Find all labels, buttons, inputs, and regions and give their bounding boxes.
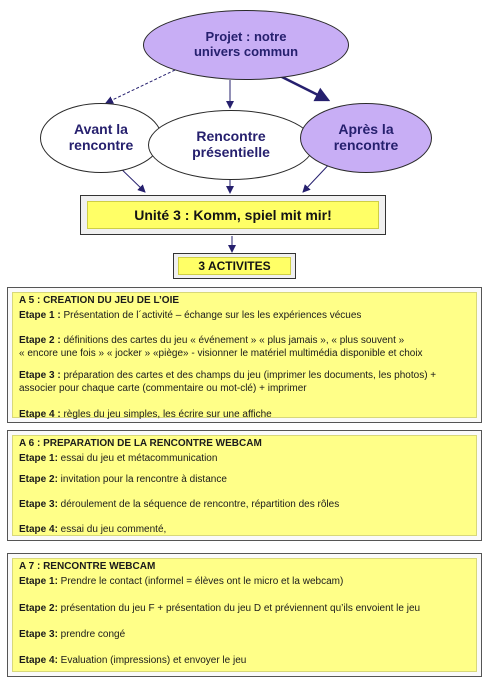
panel-body [12, 558, 477, 672]
section-title: A 6 : PREPARATION DE LA RENCONTRE WEBCAM [19, 438, 262, 449]
activity-panel-a5 [7, 287, 482, 423]
step-text: invitation pour la rencontre à distance [57, 474, 227, 485]
arrow-projet-avant [106, 70, 175, 103]
unite-box [80, 195, 386, 235]
section-title: A 7 : RENCONTRE WEBCAM [19, 561, 156, 572]
projet-label: Projet : notre univers commun [193, 29, 299, 59]
step-item [19, 498, 339, 511]
step-label: Etape 1: [19, 453, 58, 464]
step-text: préparation des cartes et des champs du jeu (imprimer les documents, les photos) + [60, 370, 437, 381]
step-text: Evaluation (impressions) et envoyer le jeu [57, 655, 247, 666]
activites-title: 3 ACTIVITES [178, 257, 291, 275]
step-text: associer pour chaque carte (commentaire ou mot-clé) + imprimer [19, 383, 307, 394]
activites-box [173, 253, 296, 279]
panel-body [12, 435, 477, 536]
step-text: Prendre le contact (informel = élèves ont le micro et la webcam) [57, 576, 344, 587]
step-item [19, 334, 423, 360]
step-text: Présentation de l´activité – échange sur les les expériences vécues [60, 310, 362, 321]
step-label: Etape 3 : [19, 370, 61, 381]
panel-body [12, 292, 477, 418]
step-label: Etape 2: [19, 603, 58, 614]
section-title: A 5 : CREATION DU JEU DE L’OIE [19, 295, 180, 306]
activity-panel-a6 [7, 430, 482, 541]
step-item [19, 452, 217, 465]
step-item [19, 369, 436, 395]
avant-label: Avant la rencontre [68, 121, 134, 153]
step-label: Etape 4: [19, 524, 58, 535]
step-text: définitions des cartes du jeu « événement » « plus jamais », « plus souvent » [60, 335, 405, 346]
step-label: Etape 1 : [19, 310, 61, 321]
step-item [19, 309, 361, 322]
avant-rencontre-ellipse [40, 103, 162, 173]
rencontre-presentielle-ellipse [148, 110, 314, 180]
step-item [19, 523, 166, 536]
step-item [19, 408, 272, 421]
projet-ellipse [143, 10, 349, 80]
apres-label: Après la rencontre [333, 121, 399, 153]
step-label: Etape 4 : [19, 409, 61, 420]
arrow-projet-apres [280, 76, 328, 100]
step-label: Etape 3: [19, 629, 58, 640]
step-label: Etape 4: [19, 655, 58, 666]
step-label: Etape 3: [19, 499, 58, 510]
step-item [19, 602, 420, 615]
step-text: déroulement de la séquence de rencontre, répartition des rôles [57, 499, 340, 510]
step-label: Etape 2: [19, 474, 58, 485]
step-item [19, 473, 227, 486]
step-text: « encore une fois » « jocker » «piège» - visionner le matériel multimédia disponible et choix [19, 348, 423, 359]
step-item [19, 575, 343, 588]
step-label: Etape 2 : [19, 335, 61, 346]
step-item [19, 628, 125, 641]
step-item [19, 654, 246, 667]
step-text: règles du jeu simples, les écrire sur une affiche [60, 409, 272, 420]
unite-title: Unité 3 : Komm, spiel mit mir! [87, 201, 379, 229]
activity-panel-a7 [7, 553, 482, 677]
apres-rencontre-ellipse [300, 103, 432, 173]
step-text: présentation du jeu F + présentation du jeu D et préviennent qu’ils envoient le jeu [57, 603, 421, 614]
step-text: essai du jeu commenté, [57, 524, 167, 535]
step-text: essai du jeu et métacommunication [57, 453, 218, 464]
rencontre-label: Rencontre présentielle [192, 128, 270, 160]
step-label: Etape 1: [19, 576, 58, 587]
step-text: prendre congé [57, 629, 126, 640]
